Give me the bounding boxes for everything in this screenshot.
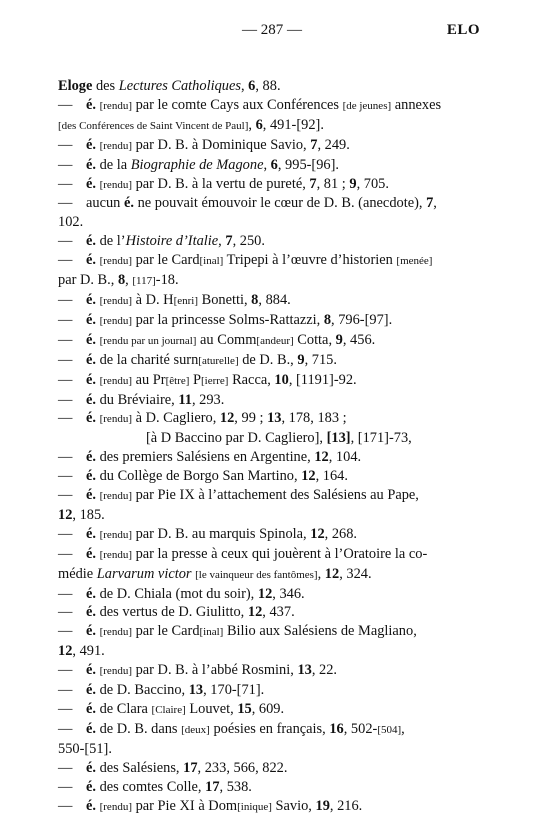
- page-header: [0, 22, 544, 46]
- entry-text-run: , 502-: [343, 720, 378, 737]
- entry-continuation: [98, 429, 478, 448]
- entry-dash: —: [58, 525, 73, 542]
- entry-text-run: Histoire d’Italie: [125, 233, 219, 250]
- entry-text-run: 8: [251, 291, 259, 308]
- entry-text-run: 6: [255, 116, 263, 133]
- entry-text-run: Tripepi à l’œuvre d’historien: [223, 252, 397, 269]
- entry-text-run: 11: [178, 391, 192, 408]
- entry-text-run: [rendu]: [99, 374, 132, 387]
- index-entry: [58, 778, 478, 797]
- entry-text-run: , 538.: [219, 778, 252, 795]
- entry-text-run: 9: [349, 175, 357, 192]
- entry-text-run: 12: [257, 585, 273, 602]
- entry-text-run: par D. B. à Dominique Savio,: [131, 136, 311, 153]
- entry-text-run: 12: [219, 410, 235, 427]
- index-entry: [58, 525, 478, 545]
- index-entry: [58, 700, 478, 720]
- entry-text-run: Louvet,: [185, 701, 238, 717]
- entry-text-run: [enri]: [173, 294, 198, 307]
- index-entry: [58, 232, 478, 251]
- entry-dash: —: [58, 545, 73, 562]
- entry-text-run: , 216.: [329, 797, 363, 814]
- entry-text-run: 13: [267, 410, 282, 427]
- entry-text-run: ,: [263, 156, 271, 173]
- entry-text-run: é.: [86, 585, 96, 602]
- entry-text-run: é.: [86, 136, 96, 153]
- entry-dash: —: [58, 311, 73, 328]
- index-entry: [58, 486, 478, 525]
- entry-text-run: ,: [433, 195, 437, 212]
- entry-text-run: é.: [86, 759, 96, 776]
- entry-text-run: é.: [86, 156, 96, 173]
- index-entry: [58, 175, 478, 195]
- entry-text-run: 12: [301, 468, 316, 485]
- index-entry: [58, 585, 478, 604]
- entry-text-run: , 884.: [258, 291, 291, 308]
- entry-text-run: 6: [248, 78, 256, 94]
- index-entry: [58, 96, 478, 136]
- entry-text-run: [être]: [165, 374, 190, 387]
- entry-text-run: , 178, 183 ;: [281, 410, 347, 427]
- index-entry: [58, 545, 478, 585]
- entry-text-run: 12: [310, 525, 325, 542]
- entry-text-run: 13: [297, 662, 312, 679]
- entry-dash: —: [58, 487, 73, 504]
- entry-text-run: , 491.: [72, 643, 105, 660]
- entry-text-run: é.: [86, 351, 96, 368]
- entry-text-run: [Claire]: [151, 704, 186, 716]
- entry-continuation: [58, 116, 478, 136]
- index-entry: [58, 291, 478, 311]
- entry-text-run: par la presse à ceux qui jouèrent à l’Oratoire la co-: [131, 545, 428, 562]
- entry-text-run: 19: [315, 797, 330, 814]
- index-entry: [58, 720, 478, 759]
- entry-text-run: é.: [86, 487, 96, 504]
- entry-text-run: é.: [86, 449, 96, 466]
- entry-dash: —: [58, 175, 73, 192]
- index-entry: [58, 391, 478, 410]
- index-entry: [58, 759, 478, 778]
- entry-text-run: [rendu]: [99, 294, 132, 307]
- entry-text-run: par le Card: [131, 623, 200, 640]
- entry-dash: —: [58, 449, 73, 466]
- entry-text-run: de D. Chiala (mot du soir),: [96, 585, 258, 602]
- entry-text-run: 9: [297, 351, 305, 368]
- entry-text-run: de D. B.,: [238, 351, 298, 368]
- entry-dash: —: [58, 136, 73, 153]
- entry-text-run: , 249.: [317, 136, 350, 153]
- entry-text-run: 12: [247, 604, 263, 621]
- entry-text-run: ,: [218, 233, 226, 250]
- entry-text-run: é.: [86, 252, 96, 269]
- entry-text-run: é.: [86, 175, 96, 192]
- entry-text-run: Bilio aux Salésiens de Magliano,: [223, 623, 417, 640]
- entry-text-run: é.: [86, 623, 96, 640]
- entry-text-run: , 250.: [232, 233, 265, 250]
- entry-text-run: [504]: [377, 723, 402, 736]
- entry-dash: —: [58, 623, 73, 640]
- entry-text-run: [deux]: [181, 723, 210, 736]
- entry-text-run: , 268.: [324, 525, 358, 542]
- entry-text-run: [13]: [326, 430, 351, 447]
- entry-text-run: [ierre]: [200, 374, 229, 387]
- entry-text-run: [inal]: [199, 626, 224, 639]
- entry-text-run: au Comm: [196, 331, 257, 348]
- entry-text-run: [rendu]: [99, 314, 132, 327]
- entry-text-run: du Bréviaire,: [96, 391, 179, 408]
- entry-text-run: é.: [86, 391, 96, 408]
- entry-text-run: par D. B.,: [58, 272, 118, 289]
- index-entry: [58, 311, 478, 331]
- entry-continuation: [58, 740, 478, 759]
- section-heading: ELO: [446, 22, 480, 38]
- entry-text-run: , [1191]-92.: [288, 371, 357, 388]
- entry-dash: —: [58, 351, 73, 368]
- entry-text-run: 7: [310, 136, 318, 153]
- entry-dash: —: [58, 720, 73, 737]
- entry-dash: —: [58, 252, 73, 269]
- entry-text-run: 12: [58, 506, 73, 523]
- entry-text-run: [de jeunes]: [342, 99, 392, 112]
- entry-text-run: , 293.: [191, 391, 225, 408]
- entry-text-run: , 437.: [262, 604, 295, 621]
- entry-text-run: , 796-[97].: [331, 311, 393, 328]
- entry-text-run: é.: [86, 701, 96, 717]
- entry-text-run: é.: [86, 720, 96, 737]
- entry-text-run: [rendu par un journal]: [99, 334, 197, 347]
- entry-dash: —: [58, 468, 73, 485]
- entry-text-run: 12: [58, 643, 73, 660]
- entry-text-run: é.: [86, 662, 96, 679]
- entry-text-run: des vertus de D. Giulitto,: [96, 604, 248, 621]
- entry-text-run: , 995-[96].: [277, 156, 340, 173]
- entry-text-run: ,: [248, 116, 256, 133]
- entry-text-run: , 609.: [251, 701, 285, 717]
- page-number: — 287 —: [242, 22, 302, 38]
- entry-dash: —: [58, 96, 73, 113]
- index-entry: [58, 448, 478, 467]
- entry-text-run: médie: [58, 565, 97, 582]
- entry-text-run: é.: [86, 371, 96, 388]
- index-entry: [58, 351, 478, 371]
- entry-text-run: [rendu]: [99, 665, 132, 678]
- entry-text-run: du Collège de Borgo San Martino,: [96, 468, 302, 485]
- index-entry: [58, 622, 478, 661]
- entry-text-run: , 324.: [339, 565, 372, 582]
- entry-text-run: 7: [225, 233, 233, 250]
- entry-text-run: 7: [426, 195, 434, 212]
- entry-text-run: é.: [123, 195, 134, 212]
- entry-text-run: Bonetti,: [198, 291, 252, 308]
- entry-dash: —: [58, 778, 73, 795]
- entry-text-run: Lectures Catholiques: [118, 78, 241, 94]
- entry-text-run: Cotta,: [293, 331, 336, 348]
- index-entry: [58, 371, 478, 391]
- entry-text-run: par D. B. à l’abbé Rosmini,: [131, 662, 298, 679]
- entry-text-run: -18.: [155, 272, 179, 289]
- entry-text-run: 8: [117, 272, 126, 289]
- entry-text-run: [rendu]: [99, 528, 132, 541]
- entry-text-run: de D. B. dans: [96, 720, 182, 737]
- entry-text-run: 17: [205, 778, 220, 795]
- index-entry: [58, 156, 478, 175]
- entry-text-run: é.: [86, 604, 96, 621]
- index-entry: [58, 661, 478, 681]
- entry-text-run: 16: [329, 720, 344, 737]
- entry-text-run: , 104.: [328, 449, 362, 466]
- entry-text-run: 15: [237, 701, 252, 717]
- entry-dash: —: [58, 195, 73, 212]
- entry-text-run: par le Card: [131, 252, 200, 269]
- entry-text-run: é.: [86, 778, 96, 795]
- entry-text-run: , 22.: [311, 662, 338, 679]
- entry-text-run: , 170-[71].: [203, 682, 265, 699]
- entry-dash: —: [58, 797, 73, 814]
- entry-dash: —: [58, 604, 73, 621]
- entry-text-run: [rendu]: [99, 413, 132, 426]
- entry-text-run: ,: [125, 272, 133, 289]
- index-entries: [58, 77, 478, 816]
- entry-text-run: P: [189, 371, 201, 388]
- entry-text-run: é.: [86, 233, 96, 250]
- entry-text-run: par la princesse Solms-Rattazzi,: [131, 311, 324, 328]
- entry-text-run: [inal]: [199, 255, 224, 268]
- entry-text-run: é.: [86, 468, 96, 485]
- entry-dash: —: [58, 682, 73, 699]
- entry-text-run: 9: [335, 331, 343, 348]
- entry-text-run: de Clara: [96, 701, 152, 717]
- index-entry: [58, 331, 478, 351]
- entry-text-run: [rendu]: [99, 548, 132, 561]
- entry-text-run: Racca,: [228, 371, 275, 388]
- entry-text-run: [rendu]: [99, 800, 132, 813]
- entry-text-run: au Pr: [131, 371, 166, 388]
- entry-continuation: [58, 565, 478, 585]
- entry-dash: —: [58, 291, 73, 308]
- entry-text-run: à D. H: [131, 291, 174, 308]
- entry-text-run: Larvarum victor: [96, 565, 192, 582]
- entry-dash: —: [58, 585, 73, 602]
- entry-text-run: 17: [183, 759, 198, 776]
- entry-text-run: poésies en français,: [209, 720, 330, 737]
- entry-text-run: , 81 ;: [316, 175, 350, 192]
- entry-text-run: , 715.: [304, 351, 337, 368]
- entry-text-run: par Pie IX à l’attachement des Salésiens au Pape,: [131, 487, 419, 504]
- entry-text-run: à D. Cagliero,: [131, 410, 220, 427]
- entry-continuation: [58, 642, 478, 661]
- entry-text-run: des Salésiens,: [96, 759, 184, 776]
- entry-text-run: , 491-[92].: [262, 116, 324, 133]
- entry-text-run: par D. B. à la vertu de pureté,: [131, 175, 310, 192]
- entry-text-run: , 164.: [315, 468, 348, 485]
- entry-dash: —: [58, 391, 73, 408]
- entry-text-run: é.: [86, 797, 96, 814]
- entry-text-run: Eloge: [58, 78, 93, 94]
- entry-text-run: 12: [314, 449, 329, 466]
- entry-text-run: ,: [401, 720, 405, 737]
- index-entry: [58, 77, 478, 96]
- index-entry: [58, 797, 478, 816]
- entry-text-run: , 456.: [342, 331, 376, 348]
- entry-text-run: [rendu]: [99, 255, 132, 268]
- entry-text-run: de la: [96, 156, 131, 173]
- entry-text-run: 10: [274, 371, 289, 388]
- entry-text-run: de la charité surn: [96, 351, 199, 368]
- entry-text-run: des premiers Salésiens en Argentine,: [96, 449, 315, 466]
- entry-text-run: é.: [86, 96, 96, 113]
- index-entry: [58, 251, 478, 291]
- entry-text-run: , 705.: [356, 175, 389, 192]
- entry-text-run: [andeur]: [256, 334, 294, 347]
- entry-text-run: é.: [86, 331, 96, 348]
- entry-text-run: 6: [270, 156, 278, 173]
- entry-text-run: é.: [86, 291, 96, 308]
- entry-text-run: , 233, 566, 822.: [197, 759, 288, 776]
- index-entry: [58, 136, 478, 156]
- entry-text-run: de l’: [96, 233, 126, 250]
- entry-text-run: 102.: [58, 214, 84, 231]
- entry-text-run: [rendu]: [99, 626, 132, 639]
- entry-text-run: , [171]-73,: [350, 430, 412, 447]
- entry-text-run: par D. B. au marquis Spinola,: [131, 525, 311, 542]
- entry-text-run: , 346.: [272, 585, 305, 602]
- entry-text-run: Biographie de Magone: [130, 156, 264, 173]
- entry-text-run: 550-[51].: [58, 740, 112, 757]
- entry-text-run: é.: [86, 682, 96, 699]
- index-entry: [58, 681, 478, 700]
- entry-text-run: é.: [86, 311, 96, 328]
- entry-text-run: des comtes Colle,: [96, 778, 206, 795]
- entry-text-run: 8: [323, 311, 332, 328]
- entry-text-run: , 88.: [255, 78, 281, 94]
- entry-dash: —: [58, 156, 73, 173]
- entry-text-run: ne pouvait émouvoir le cœur de D. B. (anecdote),: [133, 195, 427, 212]
- entry-text-run: ,: [317, 565, 325, 582]
- entry-text-run: Savio,: [271, 797, 316, 814]
- index-entry: [58, 467, 478, 486]
- entry-text-run: é.: [86, 525, 96, 542]
- entry-text-run: , 185.: [72, 506, 105, 523]
- entry-dash: —: [58, 331, 73, 348]
- entry-text-run: [le vainqueur des fantômes]: [195, 568, 318, 581]
- entry-text-run: [rendu]: [99, 139, 132, 152]
- entry-text-run: [rendu]: [99, 490, 132, 503]
- index-entry: [58, 194, 478, 232]
- entry-continuation: [58, 271, 478, 291]
- entry-dash: —: [58, 410, 73, 427]
- entry-text-run: [menée]: [396, 255, 433, 268]
- entry-continuation: [58, 213, 478, 232]
- entry-text-run: par Pie XI à Dom: [131, 797, 238, 814]
- entry-dash: —: [58, 371, 73, 388]
- entry-dash: —: [58, 662, 73, 679]
- entry-text-run: ,: [240, 78, 249, 94]
- entry-text-run: [117]: [132, 275, 156, 288]
- entry-text-run: é.: [86, 545, 96, 562]
- index-entry: [58, 409, 478, 448]
- entry-text-run: [à D Baccino par D. Cagliero],: [146, 430, 327, 447]
- index-entry: [58, 603, 478, 622]
- entry-text-run: 12: [324, 565, 340, 582]
- entry-text-run: des: [92, 78, 119, 94]
- entry-text-run: [aturelle]: [198, 354, 239, 367]
- entry-continuation: [58, 506, 478, 525]
- entry-text-run: aucun: [86, 195, 124, 212]
- entry-text-run: , 99 ;: [234, 410, 268, 427]
- entry-text-run: [rendu]: [99, 178, 132, 191]
- entry-text-run: [rendu]: [99, 99, 132, 112]
- entry-text-run: 13: [188, 682, 204, 699]
- entry-text-run: annexes: [391, 96, 442, 113]
- entry-text-run: [inique]: [237, 800, 272, 813]
- entry-text-run: é.: [86, 410, 96, 427]
- entry-text-run: 7: [309, 175, 317, 192]
- entry-text-run: de D. Baccino,: [96, 682, 189, 699]
- entry-dash: —: [58, 759, 73, 776]
- entry-text-run: par le comte Cays aux Conférences: [131, 96, 343, 113]
- entry-dash: —: [58, 701, 73, 717]
- entry-dash: —: [58, 233, 73, 250]
- entry-text-run: [des Conférences de Saint Vincent de Paul]: [58, 119, 249, 132]
